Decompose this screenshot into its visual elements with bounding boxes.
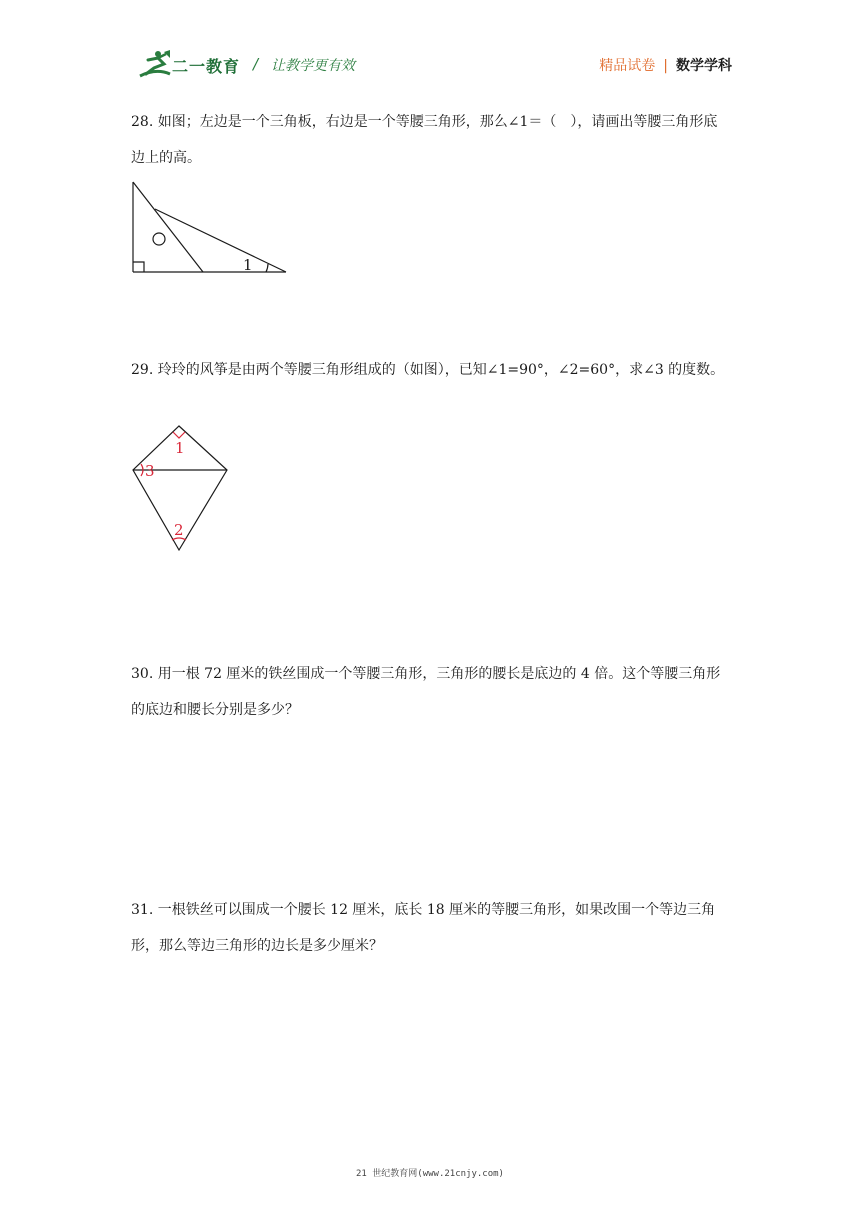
- angle-1-label: 1: [243, 256, 253, 274]
- kite-figure: [128, 420, 238, 556]
- triangle-ruler-figure: [128, 178, 292, 278]
- question-28: [131, 104, 731, 176]
- angle-3-label: 3: [145, 462, 155, 480]
- angle-1-label: 1: [175, 439, 185, 457]
- question-text: 一根铁丝可以围成一个腰长 12 厘米，底长 18 厘米的等腰三角形，如果改围一个等边三角形，那么等边三角形的边长是多少厘米？: [131, 902, 716, 954]
- question-number: 31.: [131, 902, 154, 918]
- question-text: 如图；左边是一个三角板，右边是一个等腰三角形，那么∠1＝（ ），请画出等腰三角形底边上的高。: [131, 114, 718, 166]
- page-footer: 21 世纪教育网(www.21cnjy.com): [356, 1169, 504, 1179]
- brand-name: 二一教育: [172, 57, 241, 76]
- question-31: [131, 892, 731, 964]
- question-30: [131, 656, 731, 728]
- question-number: 29.: [131, 362, 154, 378]
- question-text: 用一根 72 厘米的铁丝围成一个等腰三角形，三角形的腰长是底边的 4 倍。这个等腰三角形的底边和腰长分别是多少？: [131, 666, 721, 718]
- question-number: 30.: [131, 666, 154, 682]
- header-slash: /: [253, 55, 259, 73]
- header-tag: 精品试卷: [599, 58, 656, 74]
- angle-2-label: 2: [174, 521, 184, 539]
- question-29: [131, 352, 731, 388]
- page-header: [0, 0, 860, 90]
- header-subject: 数学学科: [676, 58, 732, 74]
- header-slogan: 让教学更有效: [271, 58, 355, 74]
- question-text: 玲玲的风筝是由两个等腰三角形组成的（如图），已知∠1=90°，∠2=60°，求∠3 的度数。: [157, 362, 725, 378]
- header-right: [599, 55, 732, 75]
- question-number: 28.: [131, 114, 154, 130]
- header-separator: |: [663, 58, 668, 74]
